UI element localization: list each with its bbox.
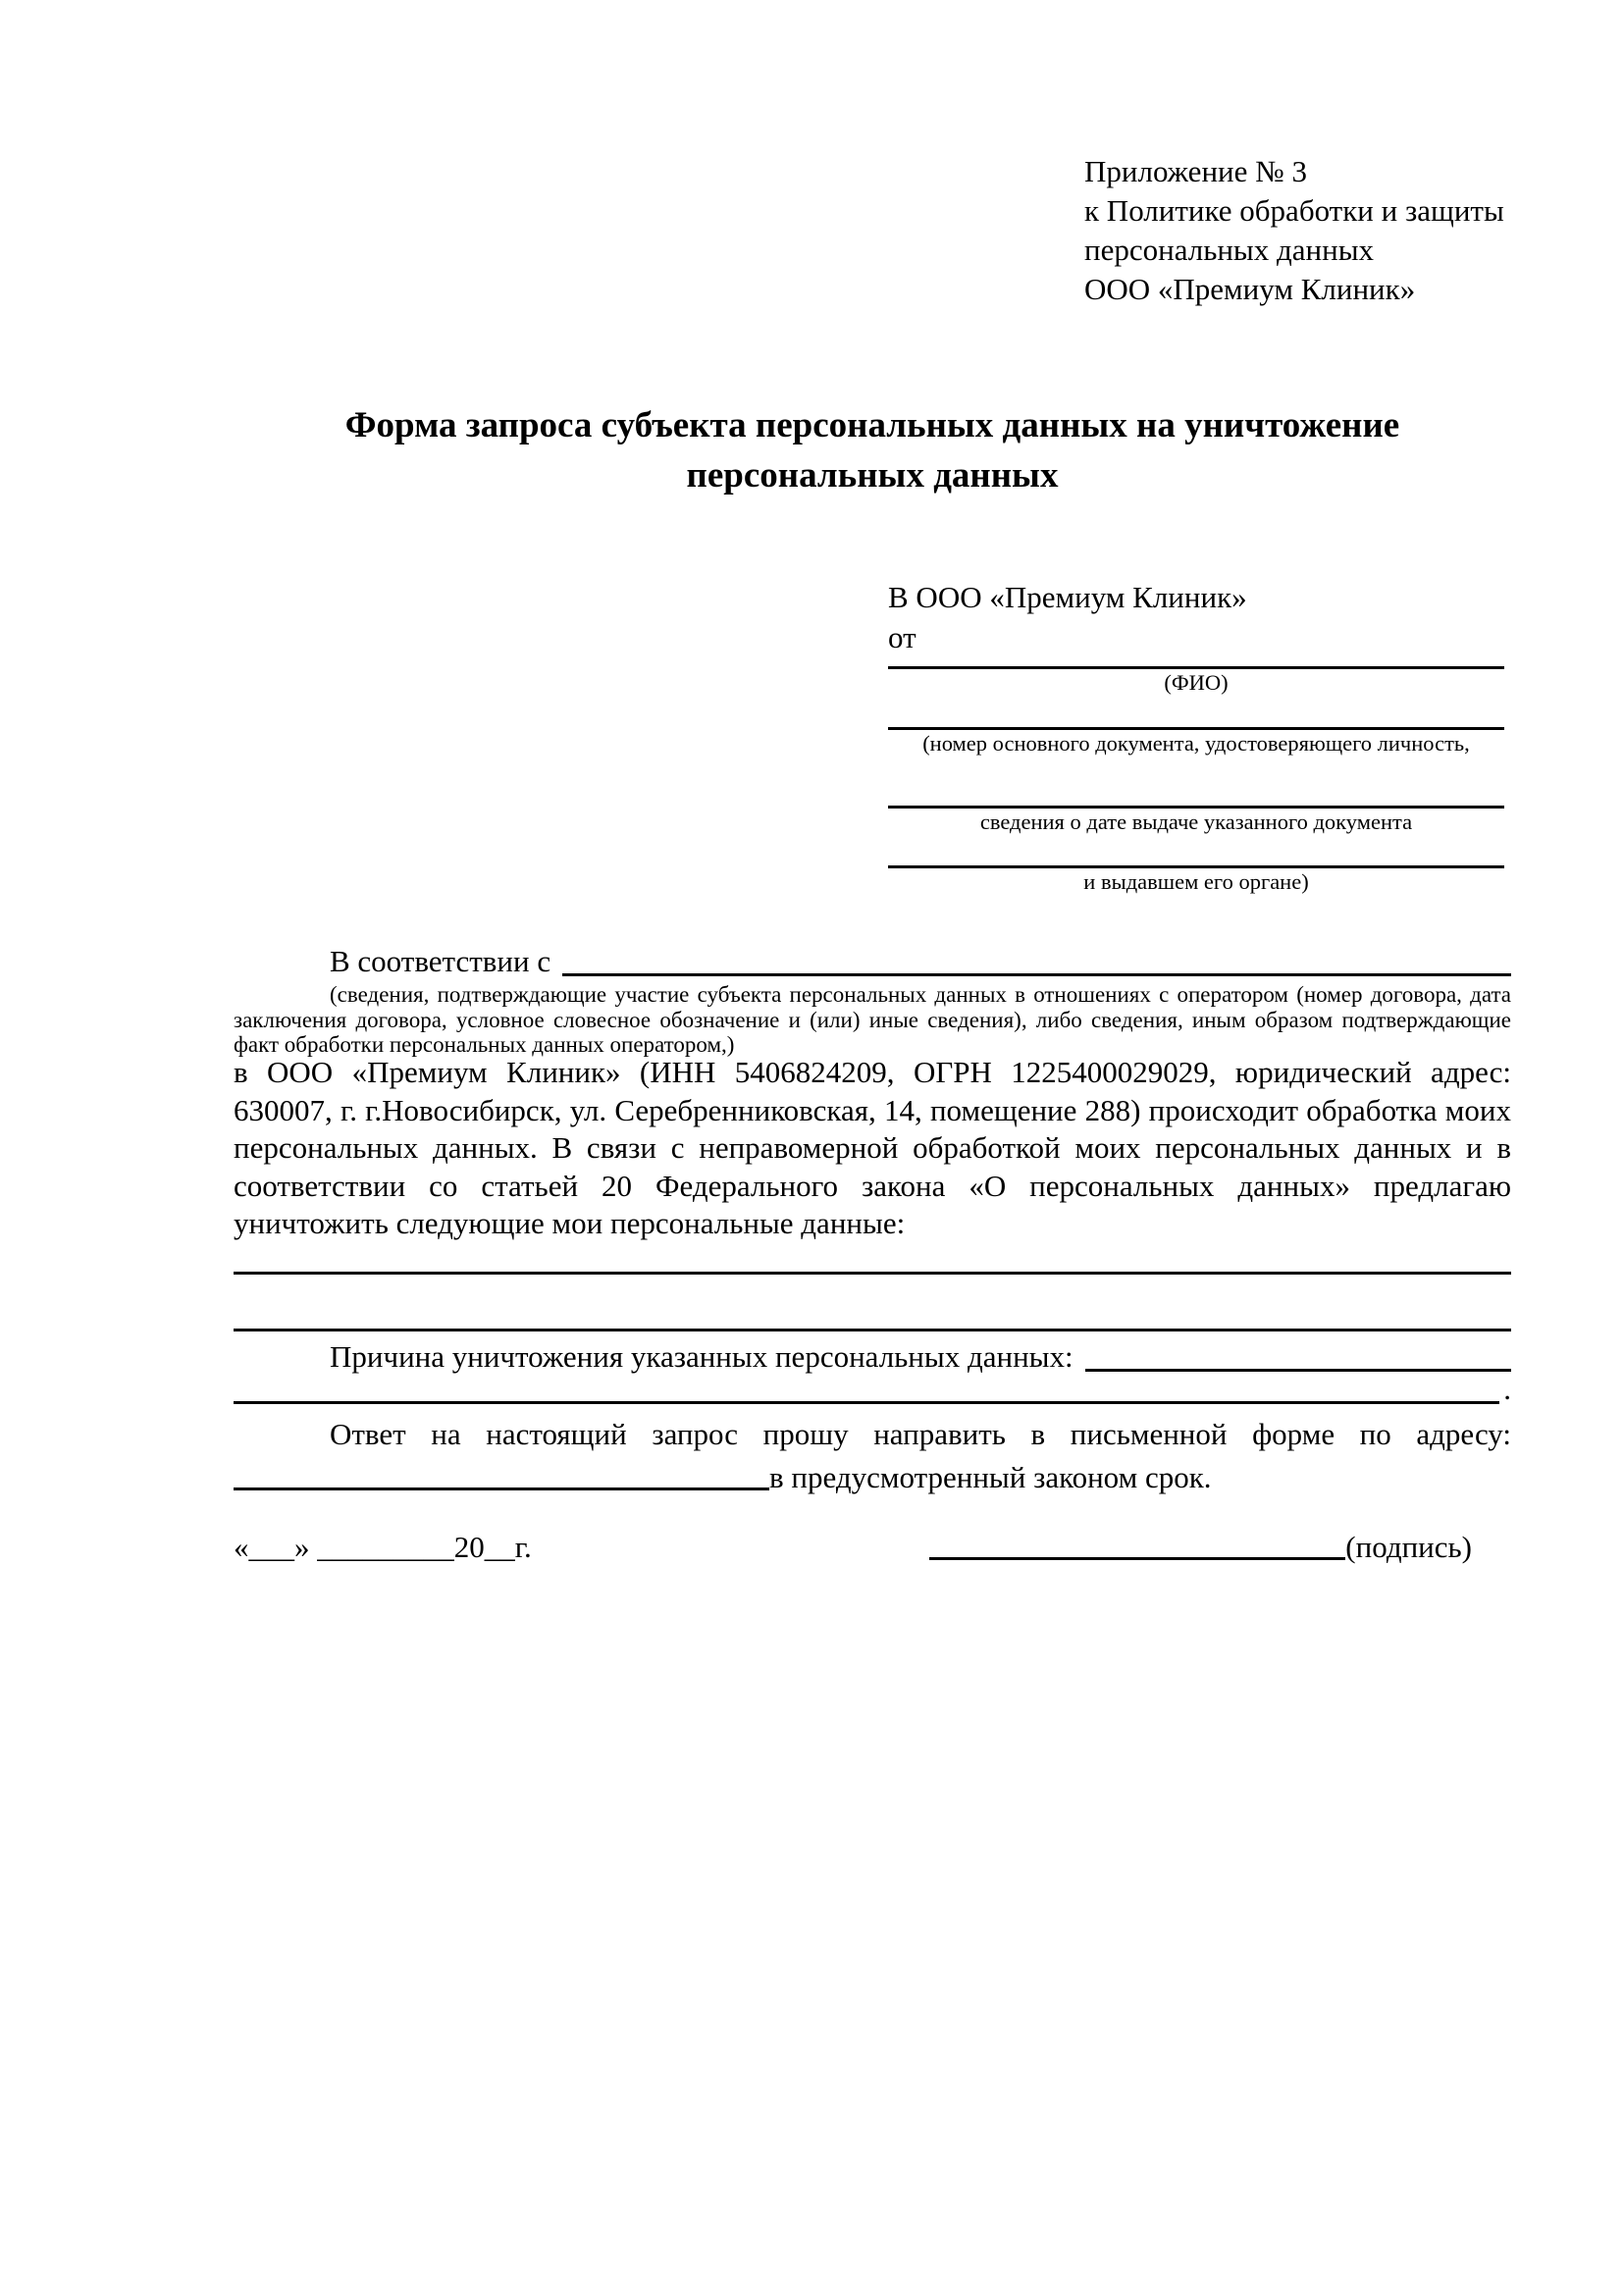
reason-label: Причина уничтожения указанных персональных данных: <box>330 1339 1073 1374</box>
address-blank-line <box>234 1458 769 1490</box>
reason-blank-line <box>1085 1337 1511 1372</box>
date-field: «___» _________20__г. <box>234 1530 532 1564</box>
personal-data-blank-line-1 <box>234 1272 1511 1275</box>
period-mark: . <box>1503 1372 1511 1406</box>
addressee-from-label: от <box>888 620 916 654</box>
addressee-to: В ООО «Премиум Клиник» <box>888 580 1247 614</box>
issue-date-caption: сведения о дате выдаче указанного документа <box>979 809 1413 834</box>
signature-blank-line <box>929 1528 1345 1560</box>
response-paragraph: Ответ на настоящий запрос прошу направить в письменной форме по адресу: <box>330 1417 1511 1451</box>
fio-caption: (ФИО) <box>1164 670 1229 695</box>
issue-date-field <box>888 806 1504 835</box>
addressee-block <box>888 577 1504 895</box>
id-document-field <box>888 727 1504 757</box>
appendix-header <box>1084 152 1504 309</box>
issuing-authority-field <box>888 865 1504 895</box>
accordance-prefix: В соответствии с <box>330 944 551 978</box>
appendix-line-3: персональных данных <box>1084 233 1375 267</box>
signature-caption: (подпись) <box>1345 1530 1472 1564</box>
document-title: Форма запроса субъекта персональных данных на уничтожение персональных данных <box>344 405 1400 496</box>
issuing-authority-caption: и выдавшем его органе) <box>1083 869 1309 894</box>
id-document-caption: (номер основного документа, удостоверяющего личность, <box>922 731 1470 756</box>
appendix-line-1: Приложение № 3 <box>1084 154 1307 188</box>
fio-field <box>888 666 1504 696</box>
accordance-row <box>234 942 1511 981</box>
signature-field <box>929 1528 1472 1567</box>
main-paragraph: в ООО «Премиум Клиник» (ИНН 5406824209, ОГРН 1225400029029, юридический адрес: 630007, г. г.Новосибирск, ул. Серебренниковская, 14, помещение 288) происходит обработка моих персональных данных. В связи с неправомерной обработкой моих персональных данных и в соответствии со статьей 20 Федерального закона «О персональных данных» предлагаю уничтожить следующие мои персональные данные: <box>234 1055 1511 1240</box>
accordance-note: (сведения, подтверждающие участие субъекта персональных данных в отношениях с оператором (номер договора, дата заключения договора, условное словесное обозначение и (или) иные сведения), либо сведения, иным образом подтверждающие факт обработки персональных данных оператором,) <box>234 982 1511 1057</box>
footer-row <box>234 1528 1511 1567</box>
reason-continuation-row <box>234 1370 1511 1409</box>
reason-continuation-blank-line <box>234 1370 1499 1404</box>
personal-data-blank-line-2 <box>234 1329 1511 1331</box>
appendix-line-4: ООО «Премиум Клиник» <box>1084 272 1416 306</box>
response-suffix: в предусмотренный законом срок. <box>769 1460 1212 1494</box>
accordance-blank-line <box>562 942 1511 976</box>
appendix-line-2: к Политике обработки и защиты <box>1084 193 1504 228</box>
response-address-row <box>234 1458 1511 1497</box>
